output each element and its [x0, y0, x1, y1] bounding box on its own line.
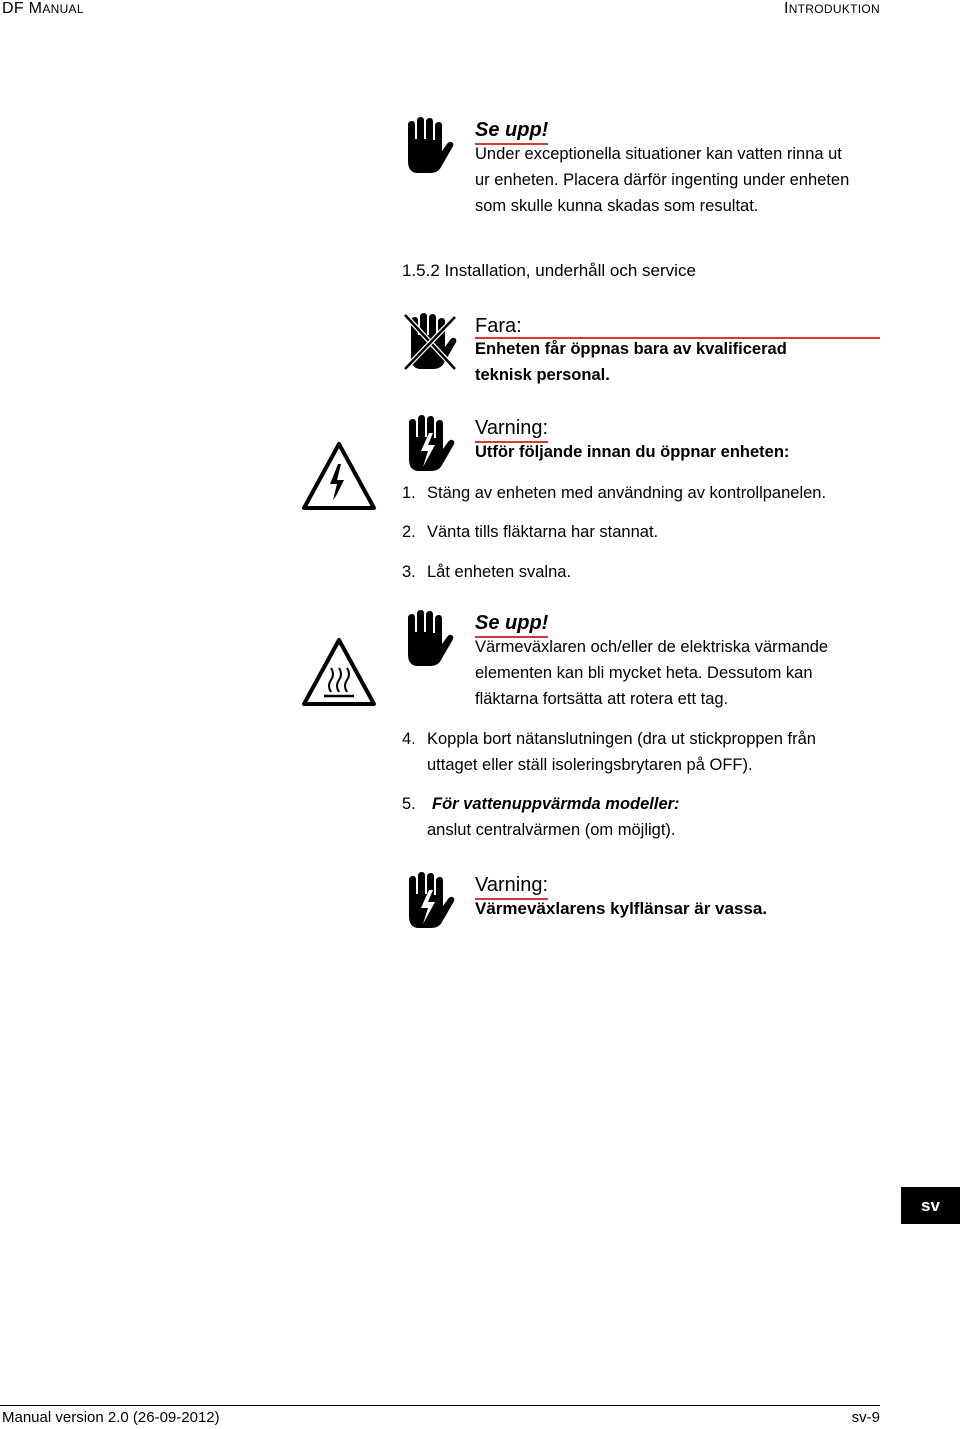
footer-version: Manual version 2.0 (26-09-2012) [2, 1409, 220, 1426]
step-line: Koppla bort nätanslutningen (dra ut stickproppen från [427, 730, 816, 748]
warning-hand-lightning-icon [403, 872, 455, 930]
danger-line: Enheten får öppnas bara av kvalificerad [475, 340, 787, 358]
danger-crossed-hand-icon [403, 313, 457, 371]
section-heading: 1.5.2 Installation, underhåll och service [402, 261, 696, 280]
step-item [402, 559, 416, 585]
step-item [402, 519, 416, 545]
header-left-first: DF M [2, 0, 43, 17]
header-chapter-title [784, 0, 880, 18]
warning-label: Varning: [475, 417, 548, 443]
step-number: 5. [402, 795, 416, 813]
caution-line: Värmeväxlaren och/eller de elektriska värmande [475, 638, 829, 656]
warning-label: Varning: [475, 874, 548, 900]
header-right-rest: NTRODUKTION [788, 2, 880, 16]
step-number: 3. [402, 563, 416, 581]
danger-text [475, 336, 895, 388]
caution-text [475, 634, 895, 712]
step-number: 2. [402, 523, 416, 541]
caution-line: Under exceptionella situationer kan vatten rinna ut [475, 145, 842, 163]
step-emphasis [432, 791, 680, 817]
danger-label: Fara: [475, 315, 522, 337]
caution-label: Se upp! [475, 119, 548, 145]
warning-text: Utför följande innan du öppnar enheten: [475, 443, 790, 461]
danger-line: teknisk personal. [475, 366, 610, 384]
caution-label: Se upp! [475, 612, 548, 638]
caution-hand-icon [402, 610, 454, 668]
step-line: uttaget eller ställ isoleringsbrytaren på OFF). [427, 756, 753, 774]
caution-line: elementen kan bli mycket heta. Dessutom kan [475, 664, 813, 682]
step-emph-text: För vattenuppvärmda modeller: [432, 795, 680, 813]
step-text: Vänta tills fläktarna har stannat. [427, 523, 659, 541]
hot-surface-triangle-icon [300, 636, 378, 708]
caution-text [475, 141, 895, 219]
header-left-rest: ANUAL [42, 2, 84, 16]
warning-hand-lightning-icon [403, 415, 455, 473]
caution-line: ur enheten. Placera därför ingenting under enheten [475, 171, 850, 189]
step-text: Stäng av enheten med användning av kontrollpanelen. [427, 484, 827, 502]
caution-hand-icon [402, 117, 454, 175]
step-text: Låt enheten svalna. [427, 563, 572, 581]
step-number: 1. [402, 484, 416, 502]
footer-rule [0, 1405, 880, 1406]
language-tab: sv [901, 1187, 960, 1224]
step-text [427, 726, 867, 778]
header-manual-title [2, 0, 84, 18]
footer-page-number: sv-9 [851, 1409, 880, 1426]
caution-line: som skulle kunna skadas som resultat. [475, 197, 759, 215]
step-text: anslut centralvärmen (om möjligt). [427, 821, 676, 839]
high-voltage-triangle-icon [300, 440, 378, 512]
step-item [402, 480, 416, 506]
step-number: 4. [402, 730, 416, 748]
caution-line: fläktarna fortsätta att rotera ett tag. [475, 690, 729, 708]
warning-text: Värmeväxlarens kylflänsar är vassa. [475, 899, 768, 918]
header-right-first: I [783, 0, 789, 17]
